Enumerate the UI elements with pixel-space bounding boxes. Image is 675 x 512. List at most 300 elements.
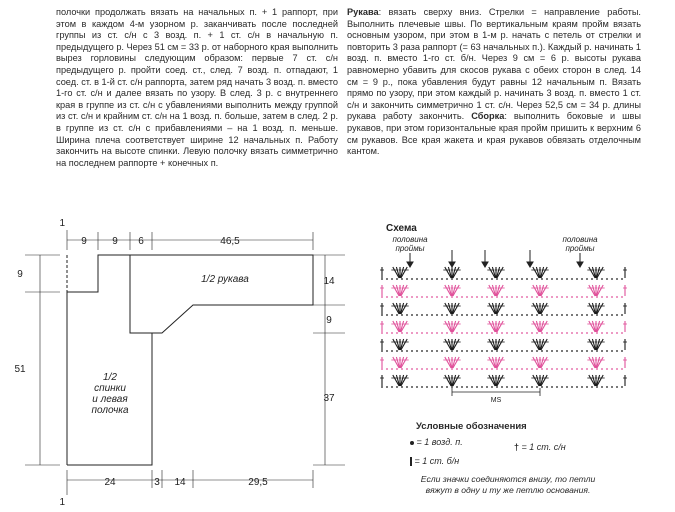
chain-stitch xyxy=(456,278,458,280)
legend-chain-text: = 1 возд. п. xyxy=(416,437,463,447)
stitch-fan xyxy=(391,321,408,332)
chain-stitch xyxy=(506,368,508,370)
chain-stitch xyxy=(441,314,443,316)
chain-stitch xyxy=(601,332,603,334)
chain-stitch xyxy=(571,278,573,280)
chain-stitch xyxy=(446,332,448,334)
chain-stitch xyxy=(431,296,433,298)
chain-stitch xyxy=(491,332,493,334)
chain-stitch xyxy=(511,368,513,370)
chain-stitch xyxy=(441,296,443,298)
chain-stitch xyxy=(381,296,383,298)
chain-stitch xyxy=(411,368,413,370)
chain-stitch xyxy=(541,386,543,388)
chain-stitch xyxy=(586,296,588,298)
chain-symbol-icon xyxy=(410,441,414,445)
chain-stitch xyxy=(551,368,553,370)
dim-top-index: 1 xyxy=(59,218,65,229)
chain-stitch xyxy=(581,278,583,280)
chain-stitch xyxy=(486,350,488,352)
chain-stitch xyxy=(546,278,548,280)
chain-stitch xyxy=(531,386,533,388)
chain-stitch xyxy=(506,278,508,280)
chain-stitch xyxy=(416,368,418,370)
chain-stitch xyxy=(396,332,398,334)
stitch-fan xyxy=(391,375,408,386)
chain-stitch xyxy=(451,350,453,352)
repeat-label: MS xyxy=(490,397,502,404)
chain-stitch xyxy=(541,314,543,316)
chain-stitch xyxy=(491,368,493,370)
chain-stitch xyxy=(506,386,508,388)
chain-stitch xyxy=(531,296,533,298)
chain-stitch xyxy=(526,314,528,316)
chain-stitch xyxy=(546,386,548,388)
dim-top-46-5: 46,5 xyxy=(220,236,240,247)
chain-stitch xyxy=(436,350,438,352)
chain-stitch xyxy=(531,350,533,352)
chain-stitch xyxy=(516,350,518,352)
chain-stitch xyxy=(486,296,488,298)
chain-stitch xyxy=(431,314,433,316)
chain-stitch xyxy=(586,386,588,388)
chain-stitch xyxy=(541,332,543,334)
chain-stitch xyxy=(546,350,548,352)
chain-stitch xyxy=(576,314,578,316)
chain-stitch xyxy=(501,332,503,334)
chain-stitch xyxy=(411,278,413,280)
chain-stitch xyxy=(501,386,503,388)
chain-stitch xyxy=(441,386,443,388)
chain-stitch xyxy=(411,386,413,388)
chain-stitch xyxy=(436,296,438,298)
stitch-fan xyxy=(587,285,604,296)
chain-stitch xyxy=(621,278,623,280)
chain-stitch xyxy=(521,278,523,280)
chain-stitch xyxy=(606,332,608,334)
sleeve-heading: Рукава xyxy=(347,7,379,17)
chain-stitch xyxy=(401,278,403,280)
chain-stitch xyxy=(466,332,468,334)
chain-stitch xyxy=(381,314,383,316)
chain-stitch xyxy=(521,386,523,388)
chain-stitch xyxy=(471,314,473,316)
dim-top-9b: 9 xyxy=(112,236,118,247)
chain-stitch xyxy=(496,368,498,370)
chain-stitch xyxy=(401,350,403,352)
chain-stitch xyxy=(596,350,598,352)
chain-stitch xyxy=(581,296,583,298)
chain-stitch xyxy=(471,368,473,370)
chain-stitch xyxy=(456,296,458,298)
chain-stitch xyxy=(501,314,503,316)
chain-stitch xyxy=(556,368,558,370)
chain-stitch xyxy=(386,296,388,298)
chain-stitch xyxy=(596,368,598,370)
chain-stitch xyxy=(496,296,498,298)
chain-stitch xyxy=(511,332,513,334)
stitch-fan xyxy=(391,357,408,368)
chain-stitch xyxy=(526,350,528,352)
legend-title: Условные обозначения xyxy=(416,421,527,432)
chain-stitch xyxy=(481,386,483,388)
chain-stitch xyxy=(511,350,513,352)
chain-stitch xyxy=(546,314,548,316)
chain-stitch xyxy=(541,368,543,370)
chain-stitch xyxy=(506,296,508,298)
chain-stitch xyxy=(621,368,623,370)
chain-stitch xyxy=(436,368,438,370)
legend-note-1: Если значки соединяются внизу, то петли xyxy=(420,474,596,484)
chain-stitch xyxy=(406,278,408,280)
stitch-fan xyxy=(487,357,504,368)
chain-stitch xyxy=(421,368,423,370)
chain-stitch xyxy=(536,278,538,280)
legend-sc-text: = 1 ст. б/н xyxy=(414,456,460,466)
stitch-fan xyxy=(587,321,604,332)
chain-stitch xyxy=(556,314,558,316)
chain-stitch xyxy=(596,314,598,316)
stitch-fan xyxy=(587,375,604,386)
chain-stitch xyxy=(421,386,423,388)
chain-stitch xyxy=(576,332,578,334)
dim-bottom-24: 24 xyxy=(104,477,116,488)
chain-stitch xyxy=(551,350,553,352)
chain-stitch xyxy=(506,350,508,352)
chain-stitch xyxy=(486,314,488,316)
chain-stitch xyxy=(591,368,593,370)
chain-stitch xyxy=(576,350,578,352)
chain-stitch xyxy=(621,386,623,388)
chain-stitch xyxy=(581,368,583,370)
chain-stitch xyxy=(551,332,553,334)
chain-stitch xyxy=(621,332,623,334)
chain-stitch xyxy=(571,368,573,370)
chain-stitch xyxy=(446,314,448,316)
chain-stitch xyxy=(436,278,438,280)
chain-stitch xyxy=(516,278,518,280)
chain-stitch xyxy=(451,278,453,280)
chain-stitch xyxy=(421,350,423,352)
chain-stitch xyxy=(551,386,553,388)
chart-row xyxy=(380,357,627,370)
chain-stitch xyxy=(516,296,518,298)
stitch-fan xyxy=(587,357,604,368)
chain-stitch xyxy=(556,278,558,280)
chain-stitch xyxy=(396,296,398,298)
chain-stitch xyxy=(486,332,488,334)
stitch-fan xyxy=(487,267,504,278)
chain-stitch xyxy=(531,314,533,316)
chain-stitch xyxy=(561,386,563,388)
chain-stitch xyxy=(426,278,428,280)
chain-stitch xyxy=(586,314,588,316)
chain-stitch xyxy=(466,386,468,388)
chain-stitch xyxy=(576,368,578,370)
chain-stitch xyxy=(381,332,383,334)
stitch-fan xyxy=(391,303,408,314)
chart-rows xyxy=(380,267,627,388)
chain-stitch xyxy=(566,278,568,280)
chain-stitch xyxy=(591,386,593,388)
chain-stitch xyxy=(471,278,473,280)
chain-stitch xyxy=(606,386,608,388)
body-label-3: и левая xyxy=(92,394,128,405)
chain-stitch xyxy=(446,296,448,298)
assembly-heading: Сборка xyxy=(471,111,505,122)
chain-stitch xyxy=(576,386,578,388)
dim-bottom-14: 14 xyxy=(174,477,186,488)
chain-stitch xyxy=(586,368,588,370)
stitch-fan xyxy=(487,285,504,296)
chain-stitch xyxy=(391,368,393,370)
stitch-fan xyxy=(531,375,548,386)
chain-stitch xyxy=(421,278,423,280)
chain-stitch xyxy=(416,314,418,316)
chain-stitch xyxy=(581,332,583,334)
chain-stitch xyxy=(621,296,623,298)
chain-stitch xyxy=(581,350,583,352)
dim-right-37: 37 xyxy=(323,393,335,404)
chain-stitch xyxy=(441,350,443,352)
chain-stitch xyxy=(616,314,618,316)
stitch-fan xyxy=(487,339,504,350)
chart-row xyxy=(380,267,627,280)
chain-stitch xyxy=(566,296,568,298)
chain-stitch xyxy=(511,386,513,388)
legend-dc-row xyxy=(514,442,566,452)
dim-bottom-3: 3 xyxy=(154,477,160,488)
chain-stitch xyxy=(501,278,503,280)
chart-row xyxy=(380,303,627,316)
chain-stitch xyxy=(436,314,438,316)
chain-stitch xyxy=(401,314,403,316)
chain-stitch xyxy=(601,296,603,298)
chain-stitch xyxy=(521,296,523,298)
chain-stitch xyxy=(401,332,403,334)
sleeve-text: : вязать сверху вниз. Стрелки = направление работы. Выполнить плечевые швы. По вертикальным краям пройм вязать основным узором, при этом в 1-м р. начать с петель от стрелки и повторить 3 раза раппорт (= 63 начальных п.). Каждый р. начинать 1 возд. п. вместо 1-го ст. б/н. Через 9 см = 6 р. высоты рукава равномерно убавить для скосов рукава с обеих сторон в след. 14 см = 9 р., пока убавления будут равны 12 начальным п. Вязать прямо по узору, при этом каждый р. начинать 3 возд. п. вместо 1 ст. с/н и закончить симметрично 1 ст. с/н. Через 52,5 см = 34 р. длины рукава работу закончить. xyxy=(347,7,641,122)
chain-stitch xyxy=(386,386,388,388)
stitch-fan xyxy=(443,321,460,332)
chain-stitch xyxy=(616,278,618,280)
dim-left-51: 51 xyxy=(14,364,26,375)
chain-stitch xyxy=(381,368,383,370)
chain-stitch xyxy=(386,332,388,334)
chain-stitch xyxy=(516,386,518,388)
chain-stitch xyxy=(476,368,478,370)
chain-stitch xyxy=(456,368,458,370)
chain-stitch xyxy=(561,368,563,370)
chain-stitch xyxy=(466,350,468,352)
stitch-fan xyxy=(531,303,548,314)
chain-stitch xyxy=(446,350,448,352)
legend-chain-row xyxy=(410,437,463,447)
chain-stitch xyxy=(541,350,543,352)
chain-stitch xyxy=(616,386,618,388)
body-label-4: полочка xyxy=(91,405,129,416)
chain-stitch xyxy=(486,386,488,388)
chain-stitch xyxy=(586,278,588,280)
chain-stitch xyxy=(456,332,458,334)
chain-stitch xyxy=(411,350,413,352)
chain-stitch xyxy=(461,314,463,316)
chain-stitch xyxy=(596,296,598,298)
chain-stitch xyxy=(566,386,568,388)
chain-stitch xyxy=(566,368,568,370)
chain-stitch xyxy=(561,278,563,280)
pattern-schematic xyxy=(0,212,350,512)
chain-stitch xyxy=(531,368,533,370)
chain-stitch xyxy=(466,314,468,316)
chain-stitch xyxy=(551,278,553,280)
chain-stitch xyxy=(476,386,478,388)
chain-stitch xyxy=(496,332,498,334)
dim-top-9a: 9 xyxy=(81,236,87,247)
chain-stitch xyxy=(426,386,428,388)
chain-stitch xyxy=(396,368,398,370)
chain-stitch xyxy=(476,350,478,352)
half-armhole-right-1: половина xyxy=(562,235,598,244)
stitch-fan xyxy=(391,267,408,278)
chain-stitch xyxy=(406,368,408,370)
chain-stitch xyxy=(521,332,523,334)
chain-stitch xyxy=(491,278,493,280)
chain-stitch xyxy=(601,368,603,370)
chain-stitch xyxy=(436,386,438,388)
chain-stitch xyxy=(516,314,518,316)
chain-stitch xyxy=(451,314,453,316)
chart-row xyxy=(380,375,627,388)
chain-stitch xyxy=(401,368,403,370)
stitch-fan xyxy=(531,357,548,368)
chain-stitch xyxy=(416,296,418,298)
chain-stitch xyxy=(461,278,463,280)
chain-stitch xyxy=(621,314,623,316)
chain-stitch xyxy=(416,332,418,334)
legend-dc-text: = 1 ст. с/н xyxy=(521,442,566,452)
half-armhole-left-2: проймы xyxy=(395,244,425,253)
stitch-fan xyxy=(531,339,548,350)
chain-stitch xyxy=(426,314,428,316)
chain-stitch xyxy=(451,296,453,298)
chain-stitch xyxy=(461,332,463,334)
chain-stitch xyxy=(476,278,478,280)
chain-stitch xyxy=(481,296,483,298)
chain-stitch xyxy=(481,314,483,316)
chain-stitch xyxy=(421,332,423,334)
chain-stitch xyxy=(396,386,398,388)
chain-stitch xyxy=(491,350,493,352)
chain-stitch xyxy=(531,278,533,280)
chain-stitch xyxy=(536,386,538,388)
dim-top-6: 6 xyxy=(138,236,144,247)
chain-stitch xyxy=(496,314,498,316)
chain-stitch xyxy=(561,296,563,298)
chain-stitch xyxy=(436,332,438,334)
chain-stitch xyxy=(616,332,618,334)
chain-stitch xyxy=(481,350,483,352)
chain-stitch xyxy=(576,296,578,298)
chain-stitch xyxy=(396,278,398,280)
chain-stitch xyxy=(601,350,603,352)
chain-stitch xyxy=(521,350,523,352)
chain-stitch xyxy=(606,368,608,370)
chain-stitch xyxy=(621,350,623,352)
chain-stitch xyxy=(526,296,528,298)
chain-stitch xyxy=(456,350,458,352)
chain-stitch xyxy=(491,296,493,298)
chain-stitch xyxy=(541,296,543,298)
sc-symbol-icon xyxy=(410,457,412,466)
chain-stitch xyxy=(441,368,443,370)
chain-stitch xyxy=(381,386,383,388)
chain-stitch xyxy=(556,296,558,298)
chain-stitch xyxy=(481,332,483,334)
chain-stitch xyxy=(536,350,538,352)
chain-stitch xyxy=(386,350,388,352)
chain-stitch xyxy=(431,278,433,280)
chain-stitch xyxy=(491,386,493,388)
stitch-fan xyxy=(531,321,548,332)
chain-stitch xyxy=(471,350,473,352)
stitch-fan xyxy=(587,339,604,350)
chain-stitch xyxy=(426,332,428,334)
chain-stitch xyxy=(391,386,393,388)
dim-right-14: 14 xyxy=(323,276,335,287)
chain-stitch xyxy=(466,368,468,370)
pattern-outline xyxy=(67,255,313,465)
stitch-fan xyxy=(443,357,460,368)
chain-stitch xyxy=(391,350,393,352)
chain-stitch xyxy=(556,350,558,352)
chart-row xyxy=(380,339,627,352)
chain-stitch xyxy=(576,278,578,280)
chain-stitch xyxy=(511,296,513,298)
chain-stitch xyxy=(441,332,443,334)
stitch-fan xyxy=(443,303,460,314)
chain-stitch xyxy=(406,314,408,316)
chain-stitch xyxy=(431,386,433,388)
chain-stitch xyxy=(561,350,563,352)
chain-stitch xyxy=(471,296,473,298)
dim-bottom-index: 1 xyxy=(59,497,65,508)
chain-stitch xyxy=(591,332,593,334)
chart-row xyxy=(380,285,627,298)
chain-stitch xyxy=(571,332,573,334)
chain-stitch xyxy=(601,314,603,316)
chain-stitch xyxy=(591,350,593,352)
chain-stitch xyxy=(431,332,433,334)
chain-stitch xyxy=(386,314,388,316)
stitch-fan xyxy=(487,375,504,386)
chain-stitch xyxy=(476,296,478,298)
chain-stitch xyxy=(471,386,473,388)
chain-stitch xyxy=(536,296,538,298)
chain-stitch xyxy=(536,368,538,370)
chain-stitch xyxy=(546,296,548,298)
chain-stitch xyxy=(496,278,498,280)
chain-stitch xyxy=(591,314,593,316)
chain-stitch xyxy=(406,296,408,298)
chain-stitch xyxy=(391,332,393,334)
chain-stitch xyxy=(606,350,608,352)
chain-stitch xyxy=(511,278,513,280)
chain-stitch xyxy=(441,278,443,280)
chain-stitch xyxy=(416,278,418,280)
chain-stitch xyxy=(401,386,403,388)
stitch-fan xyxy=(443,339,460,350)
chain-stitch xyxy=(446,386,448,388)
